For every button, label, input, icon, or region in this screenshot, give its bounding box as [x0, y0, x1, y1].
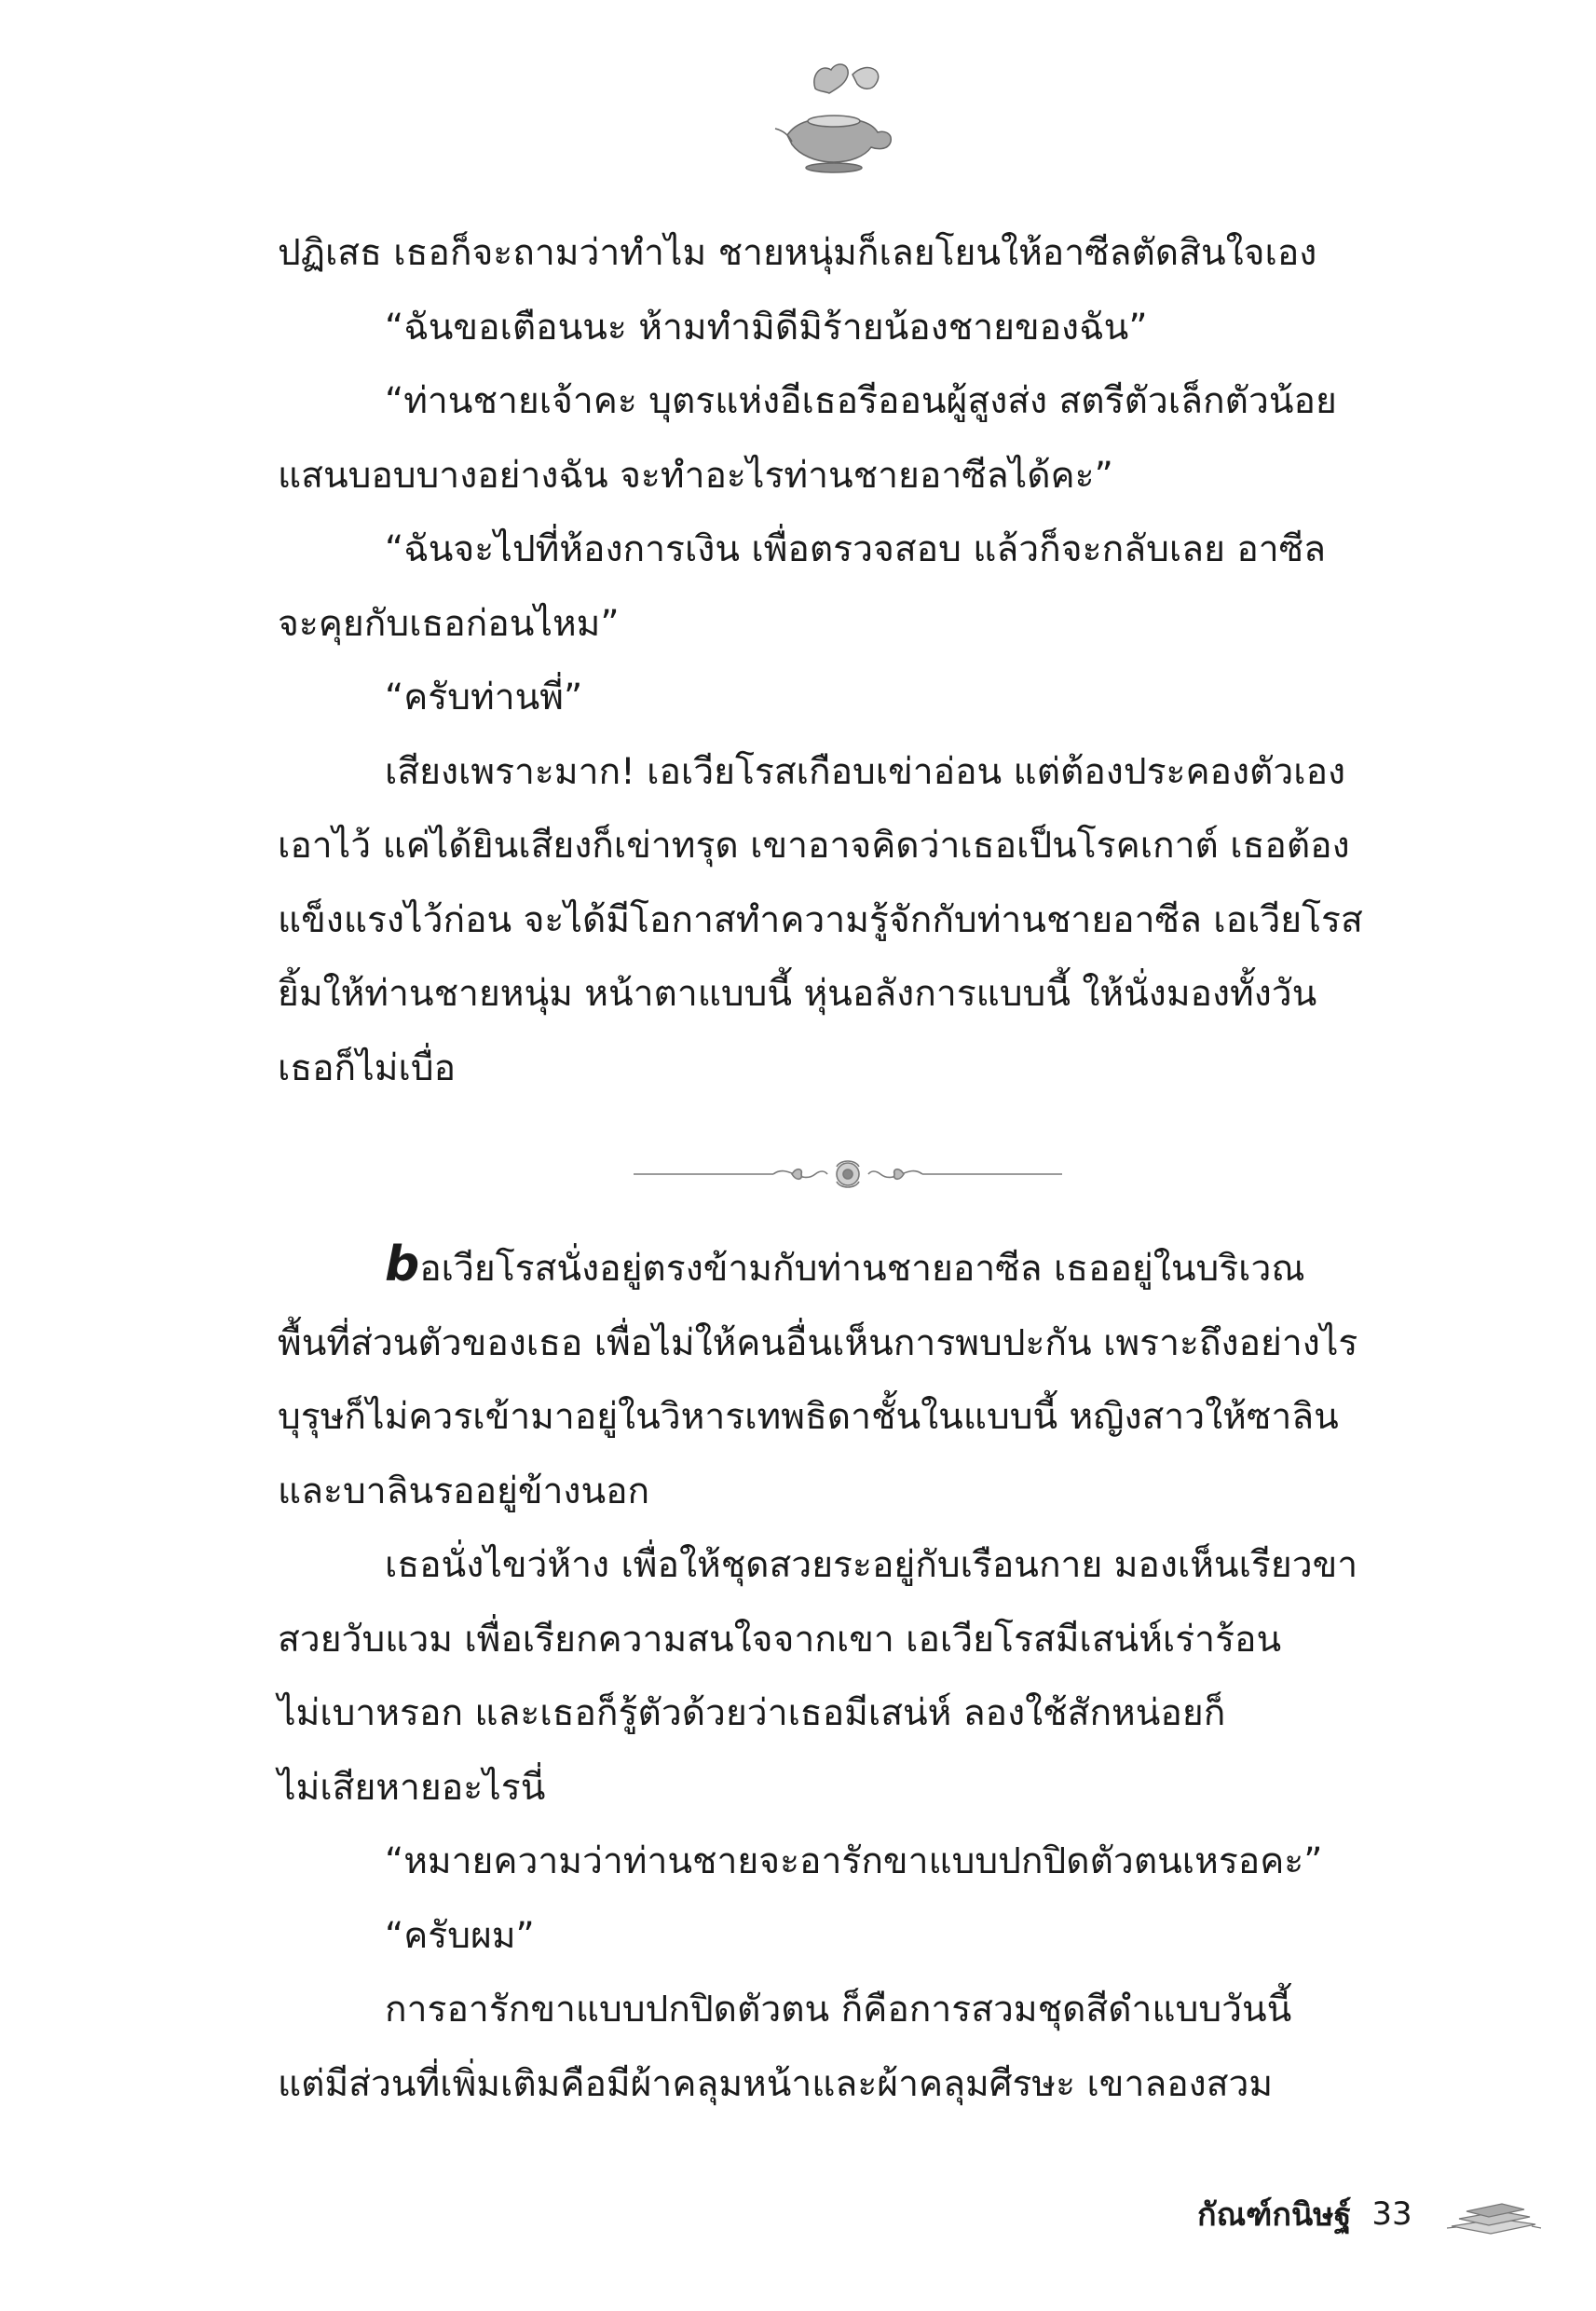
page-footer [1197, 2186, 1545, 2242]
paragraph: บุรุษก็ไม่ควรเข้ามาอยู่ในวิหารเทพธิดาชั้นในแบบนี้ หญิงสาวให้ซาลิน [278, 1396, 1339, 1438]
paragraph: ไม่เบาหรอก และเธอก็รู้ตัวด้วยว่าเธอมีเสน่ห์ ลองใช้สักหน่อยก็ [278, 1692, 1226, 1734]
paragraph: ปฏิเสธ เธอก็จะถามว่าทำไม ชายหนุ่มก็เลยโยนให้อาซีลตัดสินใจเอง [278, 232, 1317, 274]
paragraph: เสียงเพราะมาก! เอเวียโรสเกือบเข่าอ่อน แต่ต้องประคองตัวเอง [385, 750, 1346, 793]
paragraph: และบาลินรออยู่ข้างนอก [278, 1470, 650, 1512]
page-number: 33 [1371, 2195, 1412, 2233]
body-text-block-2 [278, 1228, 1414, 2121]
paragraph: bอเวียโรสนั่งอยู่ตรงข้ามกับท่านชายอาซีล เธออยู่ในบริเวณ [385, 1237, 1305, 1292]
paragraph: ไม่เสียหายอะไรนี่ [278, 1766, 546, 1809]
paragraph: แต่มีส่วนที่เพิ่มเติมคือมีผ้าคลุมหน้าและผ้าคลุมศีรษะ เขาลองสวม [278, 2062, 1274, 2105]
paragraph: สวยวับแวม เพื่อเรียกความสนใจจากเขา เอเวียโรสมีเสน่ห์เร่าร้อน [278, 1618, 1282, 1661]
paragraph: “ครับท่านพี่” [385, 677, 583, 718]
paragraph: เธอก็ไม่เบื่อ [278, 1046, 457, 1089]
paragraph: “ท่านชายเจ้าคะ บุตรแห่งอีเธอรีออนผู้สูงส่ง สตรีตัวเล็กตัวน้อย [385, 380, 1337, 422]
book-title: กัณฑ์กนิษฐ์ [1197, 2196, 1352, 2234]
drop-cap: b [385, 1237, 420, 1292]
paragraph: ยิ้มให้ท่านชายหนุ่ม หน้าตาแบบนี้ หุ่นอลังการแบบนี้ ให้นั่งมองทั้งวัน [278, 973, 1317, 1015]
paragraph: พื้นที่ส่วนตัวของเธอ เพื่อไม่ให้คนอื่นเห็นการพบปะกัน เพราะถึงอย่างไร [278, 1321, 1358, 1364]
book-stack-icon [1442, 2191, 1545, 2237]
genie-lamp-icon [764, 56, 904, 177]
floral-divider-icon [634, 1146, 1062, 1202]
paragraph: เธอนั่งไขว่ห้าง เพื่อให้ชุดสวยระอยู่กับเรือนกาย มองเห็นเรียวขา [385, 1544, 1358, 1586]
paragraph: “ฉันขอเตือนนะ ห้ามทำมิดีมิร้ายน้องชายของฉัน” [385, 306, 1148, 349]
paragraph: การอารักขาแบบปกปิดตัวตน ก็คือการสวมชุดสีดำแบบวันนี้ [385, 1989, 1292, 2031]
paragraph: “ครับผม” [385, 1914, 535, 1957]
paragraph: เอาไว้ แค่ได้ยินเสียงก็เข่าทรุด เขาอาจคิดว่าเธอเป็นโรคเกาต์ เธอต้อง [278, 825, 1350, 867]
body-text-block-1 [278, 216, 1414, 1105]
paragraph: “หมายความว่าท่านชายจะอารักขาแบบปกปิดตัวตนเหรอคะ” [385, 1840, 1323, 1882]
paragraph: แสนบอบบางอย่างฉัน จะทำอะไรท่านชายอาซีลได้คะ” [278, 454, 1113, 497]
paragraph: จะคุยกับเธอก่อนไหม” [278, 602, 620, 645]
paragraph: แข็งแรงไว้ก่อน จะได้มีโอกาสทำความรู้จักกับท่านชายอาซีล เอเวียโรส [278, 898, 1363, 941]
paragraph: “ฉันจะไปที่ห้องการเงิน เพื่อตรวจสอบ แล้วก็จะกลับเลย อาซีล [385, 528, 1327, 570]
